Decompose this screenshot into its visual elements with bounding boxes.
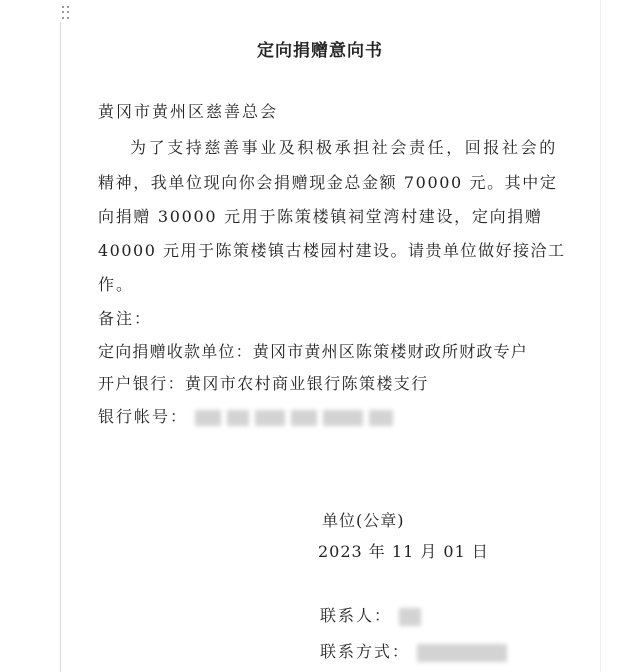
contact-label: 联系人： [320, 606, 393, 625]
body-line-2: 精神，我单位现向你会捐赠现金总金额 70000 元。其中定 [98, 173, 558, 192]
account-label: 银行帐号： [98, 407, 189, 426]
account-line [98, 406, 399, 428]
note-label: 备注： [98, 309, 153, 328]
recipient-line: 黄冈市黄州区慈善总会 [98, 102, 279, 121]
body-line-4: 40000 元用于陈策楼镇古楼园村建设。请贵单位做好接洽工 [98, 241, 566, 260]
signature-unit: 单位(公章) [322, 511, 405, 530]
redacted-account-number [227, 410, 249, 426]
document-title: 定向捐赠意向书 [257, 41, 383, 61]
contact-method-label: 联系方式： [320, 642, 411, 661]
contact-line [320, 605, 427, 627]
redacted-contact-method [417, 644, 507, 662]
page-edge-line [600, 0, 601, 672]
page-margin-line [60, 22, 61, 672]
redacted-contact-name [399, 608, 421, 626]
body-line-1: 为了支持慈善事业及积极承担社会责任，回报社会的 [130, 138, 558, 157]
contact-method-line [320, 641, 513, 663]
drag-handle-icon[interactable] [62, 6, 71, 20]
signature-date: 2023 年 11 月 01 日 [318, 542, 489, 561]
redacted-account-number [323, 410, 363, 426]
redacted-account-number [255, 410, 285, 426]
payee-line: 定向捐赠收款单位：黄冈市黄州区陈策楼财政所财政专户 [98, 342, 529, 361]
bank-line: 开户银行：黄冈市农村商业银行陈策楼支行 [98, 374, 429, 393]
body-line-3: 向捐赠 30000 元用于陈策楼镇祠堂湾村建设，定向捐赠 [98, 207, 543, 226]
redacted-account-number [195, 410, 221, 426]
body-line-5: 作。 [98, 275, 135, 294]
redacted-account-number [369, 410, 393, 426]
redacted-account-number [291, 410, 317, 426]
